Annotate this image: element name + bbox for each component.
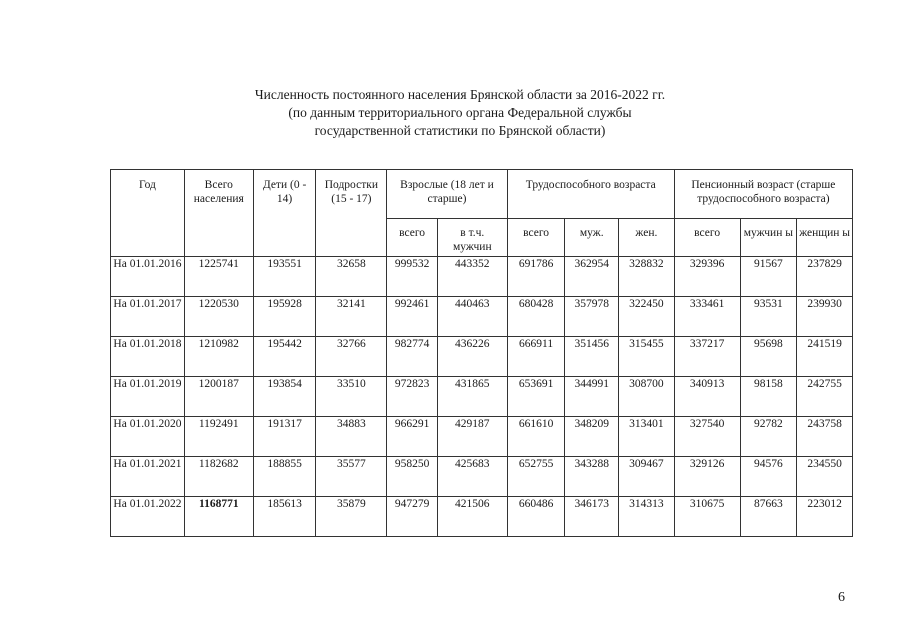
title-line-1: Численность постоянного населения Брянской области за 2016-2022 гг. <box>254 87 666 102</box>
cell-children: 191317 <box>253 417 316 457</box>
cell-pension-men: 94576 <box>740 457 797 497</box>
cell-adults-total: 947279 <box>387 497 438 537</box>
cell-pension-women: 239930 <box>797 297 853 337</box>
cell-children: 195928 <box>253 297 316 337</box>
cell-year: На 01.01.2018 <box>111 337 185 377</box>
cell-year: На 01.01.2017 <box>111 297 185 337</box>
cell-working-women: 328832 <box>619 257 675 297</box>
title-line-3: государственной статистики по Брянской области) <box>314 123 606 138</box>
cell-working-total: 660486 <box>507 497 565 537</box>
cell-adults-men: 440463 <box>437 297 507 337</box>
cell-total: 1200187 <box>184 377 253 417</box>
cell-children: 195442 <box>253 337 316 377</box>
cell-adults-total: 972823 <box>387 377 438 417</box>
cell-total: 1168771 <box>184 497 253 537</box>
cell-year: На 01.01.2019 <box>111 377 185 417</box>
cell-pension-men: 92782 <box>740 417 797 457</box>
cell-pension-men: 87663 <box>740 497 797 537</box>
cell-adults-total: 992461 <box>387 297 438 337</box>
subheader-working-women: жен. <box>619 219 675 257</box>
page-number: 6 <box>838 590 845 605</box>
cell-working-total: 666911 <box>507 337 565 377</box>
cell-adults-total: 966291 <box>387 417 438 457</box>
cell-pension-total: 333461 <box>674 297 740 337</box>
cell-total: 1210982 <box>184 337 253 377</box>
subheader-pension-men: мужчин ы <box>740 219 797 257</box>
cell-working-total: 661610 <box>507 417 565 457</box>
cell-pension-women: 243758 <box>797 417 853 457</box>
cell-total: 1182682 <box>184 457 253 497</box>
cell-teens: 32141 <box>316 297 387 337</box>
cell-adults-men: 443352 <box>437 257 507 297</box>
cell-teens: 33510 <box>316 377 387 417</box>
header-adults: Взрослые (18 лет и старше) <box>387 170 507 219</box>
cell-total: 1220530 <box>184 297 253 337</box>
title-line-2: (по данным территориального органа Федеральной службы <box>288 105 632 120</box>
page-title <box>200 86 720 140</box>
cell-pension-women: 234550 <box>797 457 853 497</box>
cell-pension-women: 223012 <box>797 497 853 537</box>
cell-adults-total: 982774 <box>387 337 438 377</box>
cell-total: 1192491 <box>184 417 253 457</box>
cell-pension-total: 329396 <box>674 257 740 297</box>
cell-year: На 01.01.2022 <box>111 497 185 537</box>
cell-working-men: 351456 <box>565 337 619 377</box>
header-children: Дети (0 - 14) <box>253 170 316 257</box>
cell-working-men: 357978 <box>565 297 619 337</box>
header-working: Трудоспособного возраста <box>507 170 674 219</box>
cell-working-women: 314313 <box>619 497 675 537</box>
cell-working-women: 313401 <box>619 417 675 457</box>
table-row <box>111 417 853 457</box>
subheader-pension-women: женщин ы <box>797 219 853 257</box>
cell-children: 193854 <box>253 377 316 417</box>
cell-adults-men: 431865 <box>437 377 507 417</box>
subheader-adults-total: всего <box>387 219 438 257</box>
table-row <box>111 457 853 497</box>
cell-teens: 32658 <box>316 257 387 297</box>
header-pension: Пенсионный возраст (старше трудоспособного возраста) <box>674 170 852 219</box>
table-row <box>111 297 853 337</box>
cell-working-women: 315455 <box>619 337 675 377</box>
subheader-working-men: муж. <box>565 219 619 257</box>
cell-teens: 34883 <box>316 417 387 457</box>
cell-year: На 01.01.2021 <box>111 457 185 497</box>
table-row <box>111 377 853 417</box>
cell-working-men: 362954 <box>565 257 619 297</box>
cell-total: 1225741 <box>184 257 253 297</box>
table-row <box>111 337 853 377</box>
cell-pension-women: 237829 <box>797 257 853 297</box>
cell-children: 193551 <box>253 257 316 297</box>
header-year: Год <box>111 170 185 257</box>
subheader-working-total: всего <box>507 219 565 257</box>
cell-year: На 01.01.2016 <box>111 257 185 297</box>
population-table <box>110 169 853 537</box>
cell-adults-total: 958250 <box>387 457 438 497</box>
cell-working-women: 322450 <box>619 297 675 337</box>
cell-pension-total: 310675 <box>674 497 740 537</box>
cell-working-women: 309467 <box>619 457 675 497</box>
cell-children: 185613 <box>253 497 316 537</box>
cell-working-total: 691786 <box>507 257 565 297</box>
cell-adults-men: 425683 <box>437 457 507 497</box>
cell-working-total: 652755 <box>507 457 565 497</box>
cell-working-total: 653691 <box>507 377 565 417</box>
cell-working-men: 344991 <box>565 377 619 417</box>
cell-teens: 35879 <box>316 497 387 537</box>
subheader-adults-men: в т.ч. мужчин <box>437 219 507 257</box>
cell-pension-women: 242755 <box>797 377 853 417</box>
cell-pension-men: 93531 <box>740 297 797 337</box>
cell-working-men: 343288 <box>565 457 619 497</box>
table-body <box>111 257 853 537</box>
cell-year: На 01.01.2020 <box>111 417 185 457</box>
cell-working-women: 308700 <box>619 377 675 417</box>
cell-adults-men: 421506 <box>437 497 507 537</box>
cell-pension-women: 241519 <box>797 337 853 377</box>
cell-children: 188855 <box>253 457 316 497</box>
header-total: Всего населения <box>184 170 253 257</box>
cell-pension-men: 91567 <box>740 257 797 297</box>
cell-adults-men: 436226 <box>437 337 507 377</box>
cell-teens: 32766 <box>316 337 387 377</box>
cell-pension-total: 327540 <box>674 417 740 457</box>
cell-pension-total: 337217 <box>674 337 740 377</box>
cell-pension-men: 95698 <box>740 337 797 377</box>
cell-pension-total: 329126 <box>674 457 740 497</box>
cell-teens: 35577 <box>316 457 387 497</box>
header-teens: Подростки (15 - 17) <box>316 170 387 257</box>
cell-working-men: 346173 <box>565 497 619 537</box>
cell-adults-men: 429187 <box>437 417 507 457</box>
cell-pension-total: 340913 <box>674 377 740 417</box>
cell-working-men: 348209 <box>565 417 619 457</box>
table-row <box>111 497 853 537</box>
cell-working-total: 680428 <box>507 297 565 337</box>
table-row <box>111 257 853 297</box>
cell-pension-men: 98158 <box>740 377 797 417</box>
cell-adults-total: 999532 <box>387 257 438 297</box>
subheader-pension-total: всего <box>674 219 740 257</box>
